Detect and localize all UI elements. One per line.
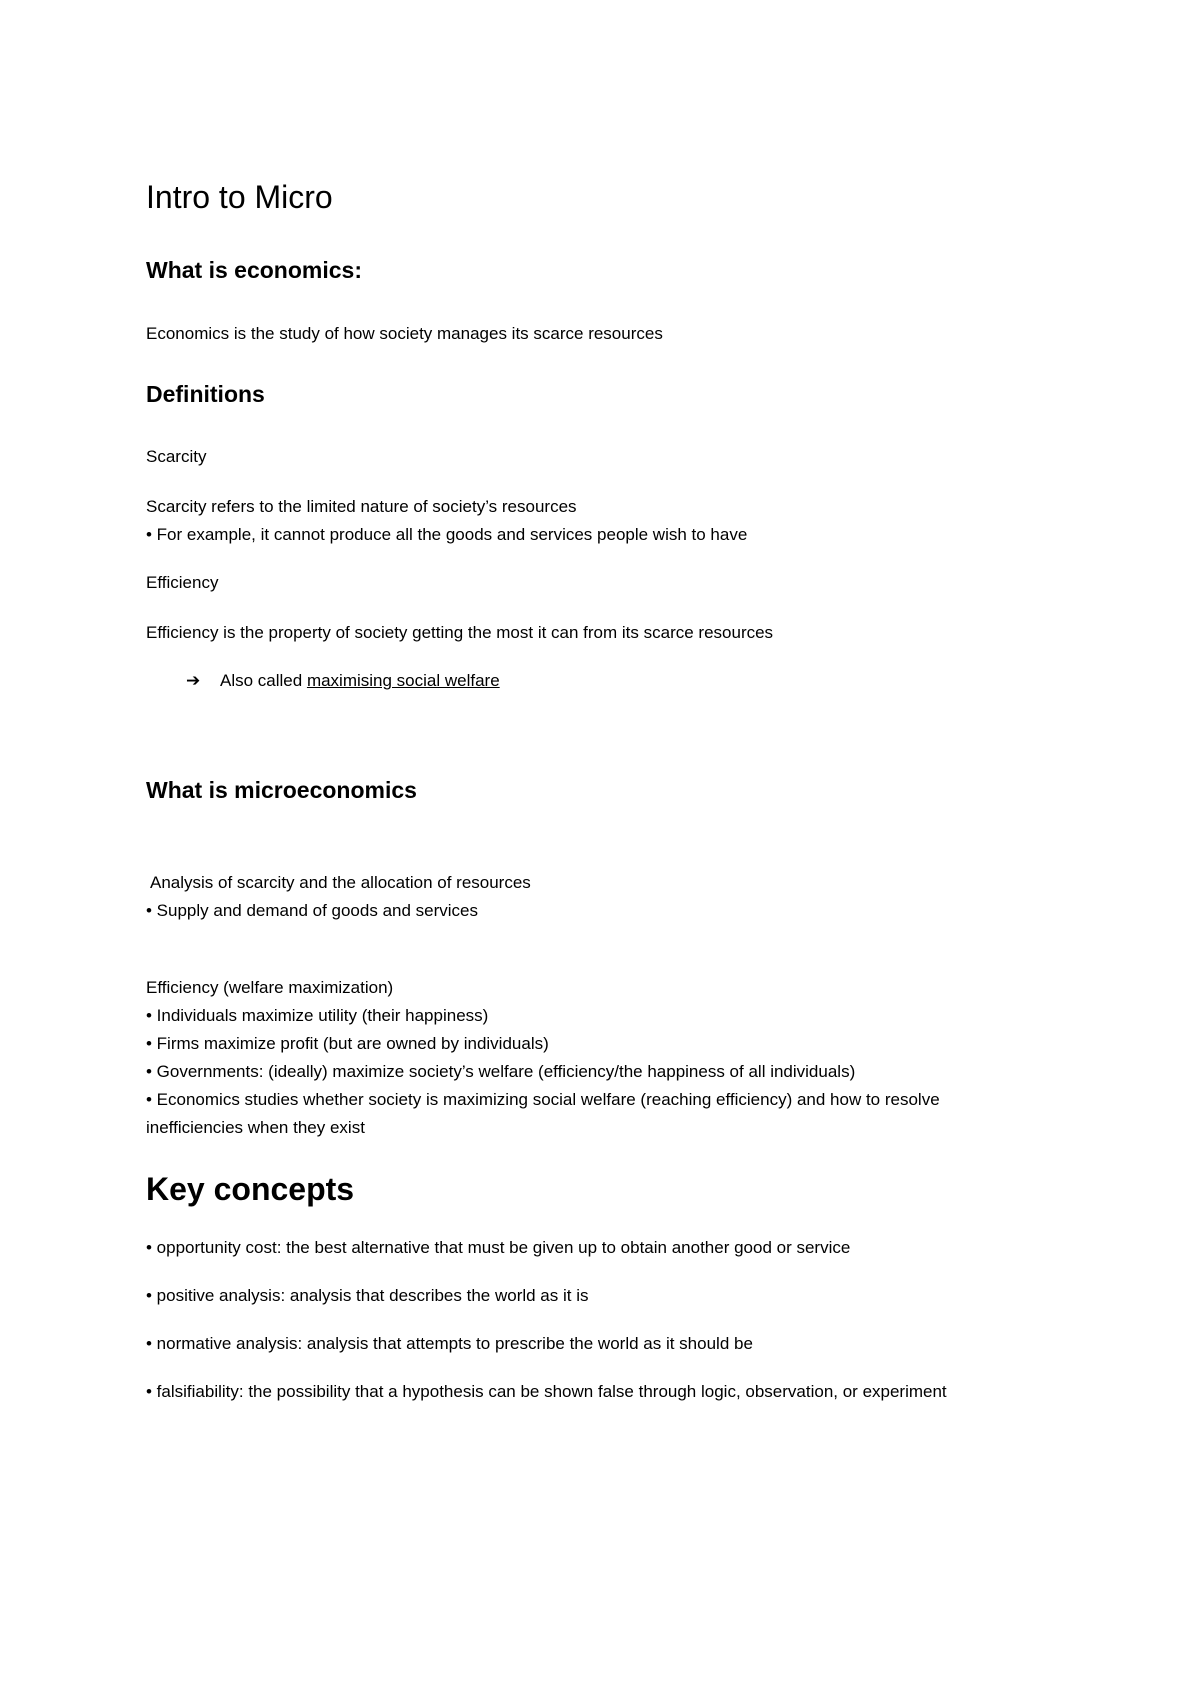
term-efficiency: Efficiency xyxy=(146,573,219,592)
efficiency-definition: Efficiency is the property of society getting the most it can from its scarce resources xyxy=(146,623,774,642)
heading-what-is-microeconomics: What is microeconomics xyxy=(146,777,417,803)
document-title: Intro to Micro xyxy=(146,179,333,215)
list-item: • Individuals maximize utility (their happiness) xyxy=(146,1006,489,1025)
economics-definition: Economics is the study of how society manages its scarce resources xyxy=(146,324,663,343)
list-item: • Firms maximize profit (but are owned by individuals) xyxy=(146,1034,549,1053)
term-scarcity: Scarcity xyxy=(146,447,207,466)
heading-definitions: Definitions xyxy=(146,381,265,407)
heading-what-is-economics: What is economics: xyxy=(146,257,362,283)
also-called-line xyxy=(186,672,500,689)
list-item: • falsifiability: the possibility that a hypothesis can be shown false through logic, observation, or experiment xyxy=(146,1382,947,1401)
micro-line-supply-demand: • Supply and demand of goods and services xyxy=(146,901,478,920)
scarcity-example-bullet: • For example, it cannot produce all the goods and services people wish to have xyxy=(146,525,748,544)
also-called-prefix: Also called xyxy=(220,671,307,690)
list-item: • Governments: (ideally) maximize society’s welfare (efficiency/the happiness of all individuals) xyxy=(146,1062,856,1081)
scarcity-definition: Scarcity refers to the limited nature of society’s resources xyxy=(146,497,577,516)
list-item: • normative analysis: analysis that attempts to prescribe the world as it should be xyxy=(146,1334,753,1353)
list-item: • Economics studies whether society is maximizing social welfare (reaching efficiency) and how to resolve xyxy=(146,1090,940,1109)
list-item: • opportunity cost: the best alternative that must be given up to obtain another good or service xyxy=(146,1238,851,1257)
efficiency-welfare-heading: Efficiency (welfare maximization) xyxy=(146,978,394,997)
arrow-right-icon: ➔ xyxy=(186,671,201,690)
list-item: • positive analysis: analysis that describes the world as it is xyxy=(146,1286,589,1305)
also-called-term: maximising social welfare xyxy=(306,671,500,690)
heading-key-concepts: Key concepts xyxy=(146,1171,355,1207)
micro-line-analysis: Analysis of scarcity and the allocation of resources xyxy=(150,873,531,892)
list-item-continuation: inefficiencies when they exist xyxy=(146,1118,365,1137)
